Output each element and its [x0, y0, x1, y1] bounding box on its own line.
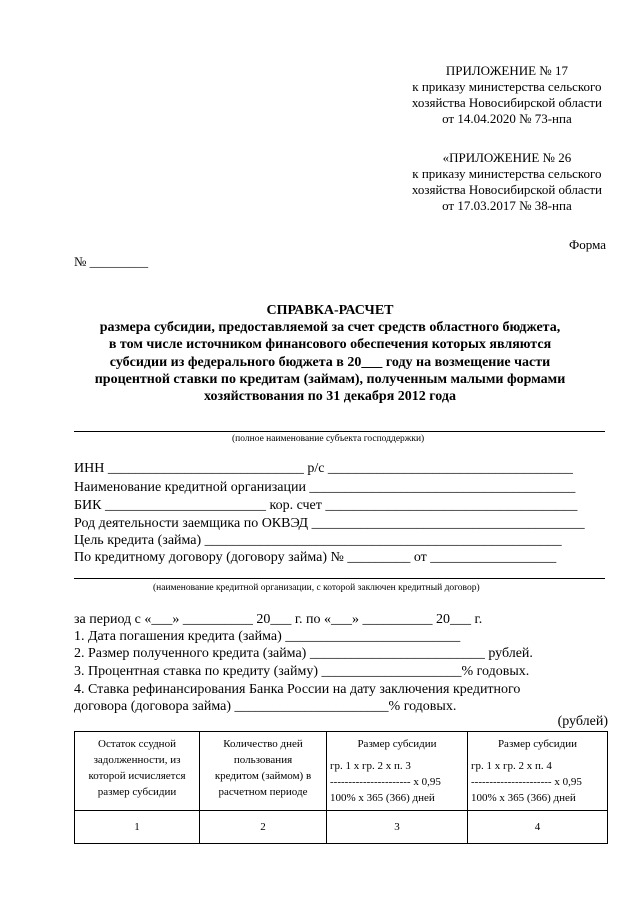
item-1-repayment-date: 1. Дата погашения кредита (займа) _________________________	[74, 629, 461, 644]
appendix-17-line3: хозяйства Новосибирской области	[411, 95, 602, 110]
subject-name-caption: (полное наименование субъекта господдержки)	[232, 434, 425, 444]
header-cell-subsidy-formula-4: Размер субсидии гр. 1 x гр. 2 x п. 4 ---------------------- x 0,95 100% x 365 (366) дней	[468, 732, 608, 811]
title-heading: СПРАВКА-РАСЧЕТ	[266, 303, 394, 318]
form-label: Форма	[569, 237, 606, 252]
column-number-1: 1	[75, 811, 200, 844]
column-number-2: 2	[200, 811, 327, 844]
column-number-3: 3	[327, 811, 468, 844]
loan-purpose-field: Цель кредита (займа) ___________________________________________________	[74, 533, 562, 548]
bik-corr-account-field: БИК _______________________ кор. счет ____________________________________	[74, 498, 578, 513]
okved-field: Род деятельности заемщика по ОКВЭД _______________________________________	[74, 516, 585, 531]
bank-name-field: Наименование кредитной организации ______________________________________	[74, 480, 576, 495]
appendix-26-line3: хозяйства Новосибирской области	[411, 182, 602, 197]
header-cell-subsidy-formula-3: Размер субсидии гр. 1 x гр. 2 x п. 3 ---------------------- x 0,95 100% x 365 (366) дней	[327, 732, 468, 811]
appendix-17-date: от 14.04.2020 № 73-нпа	[442, 111, 572, 126]
appendix-17-header	[412, 63, 602, 127]
table-header-row	[75, 732, 608, 811]
item-4-refinancing-rate: 4. Ставка рефинансирования Банка России на дату заключения кредитного	[74, 682, 521, 697]
header-cell-loan-balance: Остаток ссудной задолженности, из которой исчисляется размер субсидии	[75, 732, 200, 811]
table-row	[75, 811, 608, 844]
period-field: за период с «___» __________ 20___ г. по «___» __________ 20___ г.	[74, 612, 483, 627]
column-number-4: 4	[468, 811, 608, 844]
title-line-5: хозяйствования по 31 декабря 2012 года	[204, 389, 456, 405]
appendix-26-line2: к приказу министерства сельского	[412, 166, 602, 181]
subsidy-calculation-table	[74, 731, 608, 844]
appendix-26-header	[412, 150, 602, 214]
item-4-contract-rate: договора (договора займа) ______________________% годовых.	[74, 699, 457, 714]
credit-org-caption: (наименование кредитной организации, с которой заключен кредитный договор)	[153, 583, 480, 593]
credit-org-line	[74, 578, 605, 579]
title-line-4: процентной ставки по кредитам (займам), полученным малыми формами	[94, 371, 566, 387]
currency-note: (рублей)	[557, 714, 608, 729]
appendix-26-date: от 17.03.2017 № 38-нпа	[442, 198, 572, 213]
item-3-interest-rate: 3. Процентная ставка по кредиту (займу) ____________________% годовых.	[74, 664, 530, 679]
inn-account-field: ИНН ____________________________ р/с ___________________________________	[74, 461, 573, 476]
header-cell-days-count: Количество дней пользования кредитом (займом) в расчетном периоде	[200, 732, 327, 811]
title-line-1: размера субсидии, предоставляемой за счет средств областного бюджета,	[99, 320, 561, 336]
appendix-26-title: «ПРИЛОЖЕНИЕ № 26	[442, 150, 572, 165]
title-line-2: в том числе источником финансового обеспечения которых являются	[108, 337, 552, 353]
item-2-loan-amount: 2. Размер полученного кредита (займа) _________________________ рублей.	[74, 646, 533, 661]
title-line-3: субсидии из федерального бюджета в 20___ году на возмещение части	[109, 354, 551, 370]
loan-contract-field: По кредитному договору (договору займа) № _________ от __________________	[74, 550, 557, 565]
subject-name-line	[74, 431, 605, 432]
appendix-17-line2: к приказу министерства сельского	[412, 79, 602, 94]
document-title	[60, 302, 600, 405]
appendix-17-title: ПРИЛОЖЕНИЕ № 17	[445, 63, 568, 78]
document-number-field: № _________	[74, 254, 149, 269]
